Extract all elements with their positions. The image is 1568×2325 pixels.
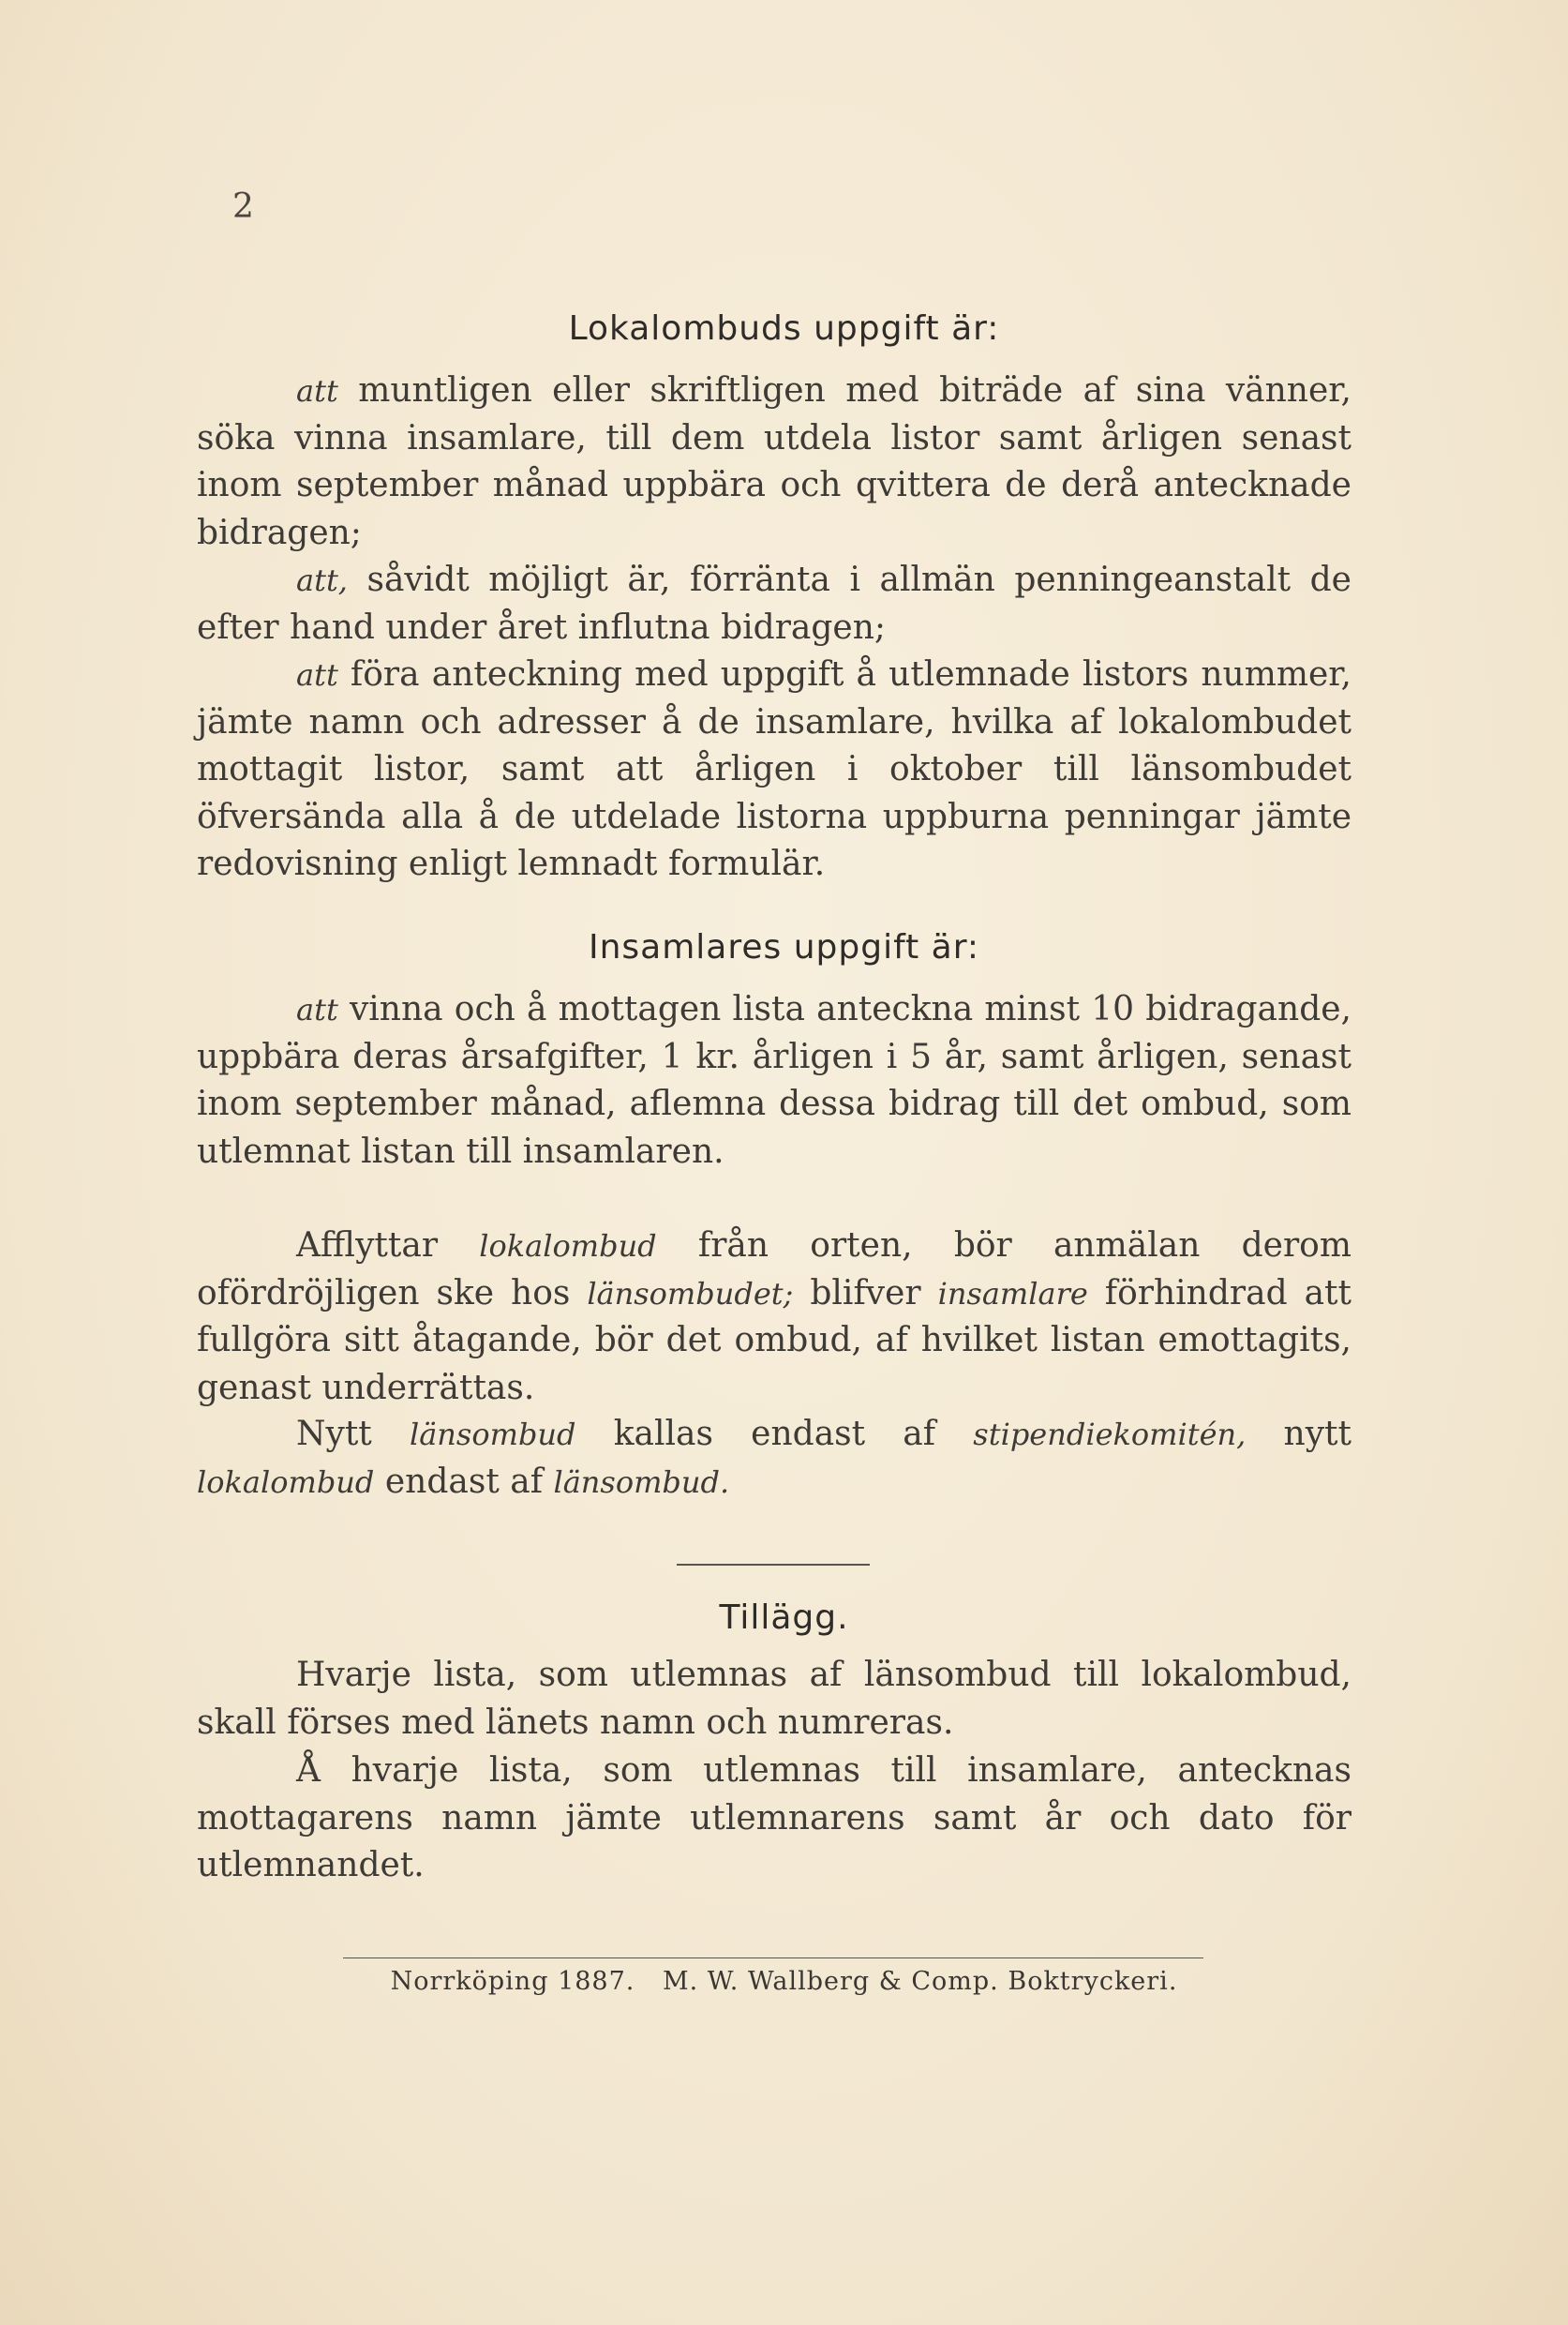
heading-tillagg: Tillägg. [719, 1598, 849, 1637]
paragraph-text: vinna och å mottagen lista anteckna minst 10 bidragande, uppbära deras årsafgifter, 1 kr. årligen i 5 år, samt årligen, senast inom september månad, aflemna dessa bidrag till det ombud, som utlemnat listan till insamlaren. [197, 990, 1351, 1171]
text: blifver [810, 1273, 921, 1312]
heading-insamlare: Insamlares uppgift är: [588, 928, 980, 967]
text: Afflyttar [296, 1226, 439, 1265]
paragraph-text: såvidt möjligt är, förränta i allmän penningeanstalt de efter hand under året influtna bidragen; [197, 561, 1351, 647]
paragraph-lead: att [296, 992, 338, 1028]
paragraph-lead: att, [296, 562, 348, 598]
paragraph-insamlare [197, 986, 1351, 1176]
italic-term: stipendiekomitén, [973, 1417, 1247, 1452]
text: Nytt [296, 1415, 372, 1453]
paragraph-lokalombud-1 [197, 368, 1351, 557]
italic-term: insamlare [937, 1275, 1088, 1312]
italic-term: länsombud [409, 1417, 576, 1452]
text: kallas endast af [613, 1415, 936, 1453]
paragraph-lokalombud-2 [197, 557, 1351, 652]
text: från orten, bör anmälan derom ofördröjligen ske hos [197, 1226, 1351, 1312]
italic-term: lokalombud [479, 1228, 657, 1264]
paragraph-nytt [197, 1411, 1351, 1506]
paragraph-lokalombud-3 [197, 652, 1351, 889]
paragraph-lead: att [296, 373, 338, 409]
paragraph-tillagg-1: Hvarje lista, som utlemnas af länsombud till lokalombud, skall förses med länets namn och numreras. [197, 1656, 1351, 1742]
paragraph-text: muntligen eller skriftligen med biträde af sina vänner, söka vinna insamlare, till dem utdela listor samt årligen senast inom september månad uppbära och qvittera de derå antecknade bidragen; [197, 371, 1351, 552]
paragraph-lead: att [296, 657, 338, 693]
page-number: 2 [232, 188, 254, 226]
paragraph-tillagg-2: Å hvarje lista, som utlemnas till insamlare, antecknas mottagarens namn jämte utlemnarens samt år och dato för utlemnandet. [197, 1751, 1351, 1884]
paragraph-afflyttar [197, 1222, 1351, 1412]
italic-term: lokalombud [197, 1463, 375, 1500]
colophon [0, 1967, 1568, 1996]
colophon-place-year: Norrköping 1887. [390, 1967, 635, 1996]
italic-term: länsombudet; [587, 1275, 794, 1312]
section-divider [677, 1564, 870, 1566]
colophon-printer: M. W. Wallberg & Comp. Boktryckeri. [662, 1967, 1178, 1996]
text: förhindrad att fullgöra sitt åtagande, bör det ombud, af hvilket listan emottagits, genast underrättas. [197, 1273, 1351, 1407]
text: endast af [384, 1462, 544, 1501]
paragraph-text: föra anteckning med uppgift å utlemnade listors nummer, jämte namn och adresser å de insamlare, hvilka af lokalombudet mottagit listor, samt att årligen i oktober till länsombudet öfversända alla å de utdelade listorna uppburna penningar jämte redovisning enligt lemnadt formulär. [197, 655, 1351, 883]
italic-term: länsombud. [553, 1463, 730, 1500]
heading-lokalombud: Lokalombuds uppgift är: [568, 309, 1000, 348]
text: nytt [1283, 1415, 1351, 1453]
